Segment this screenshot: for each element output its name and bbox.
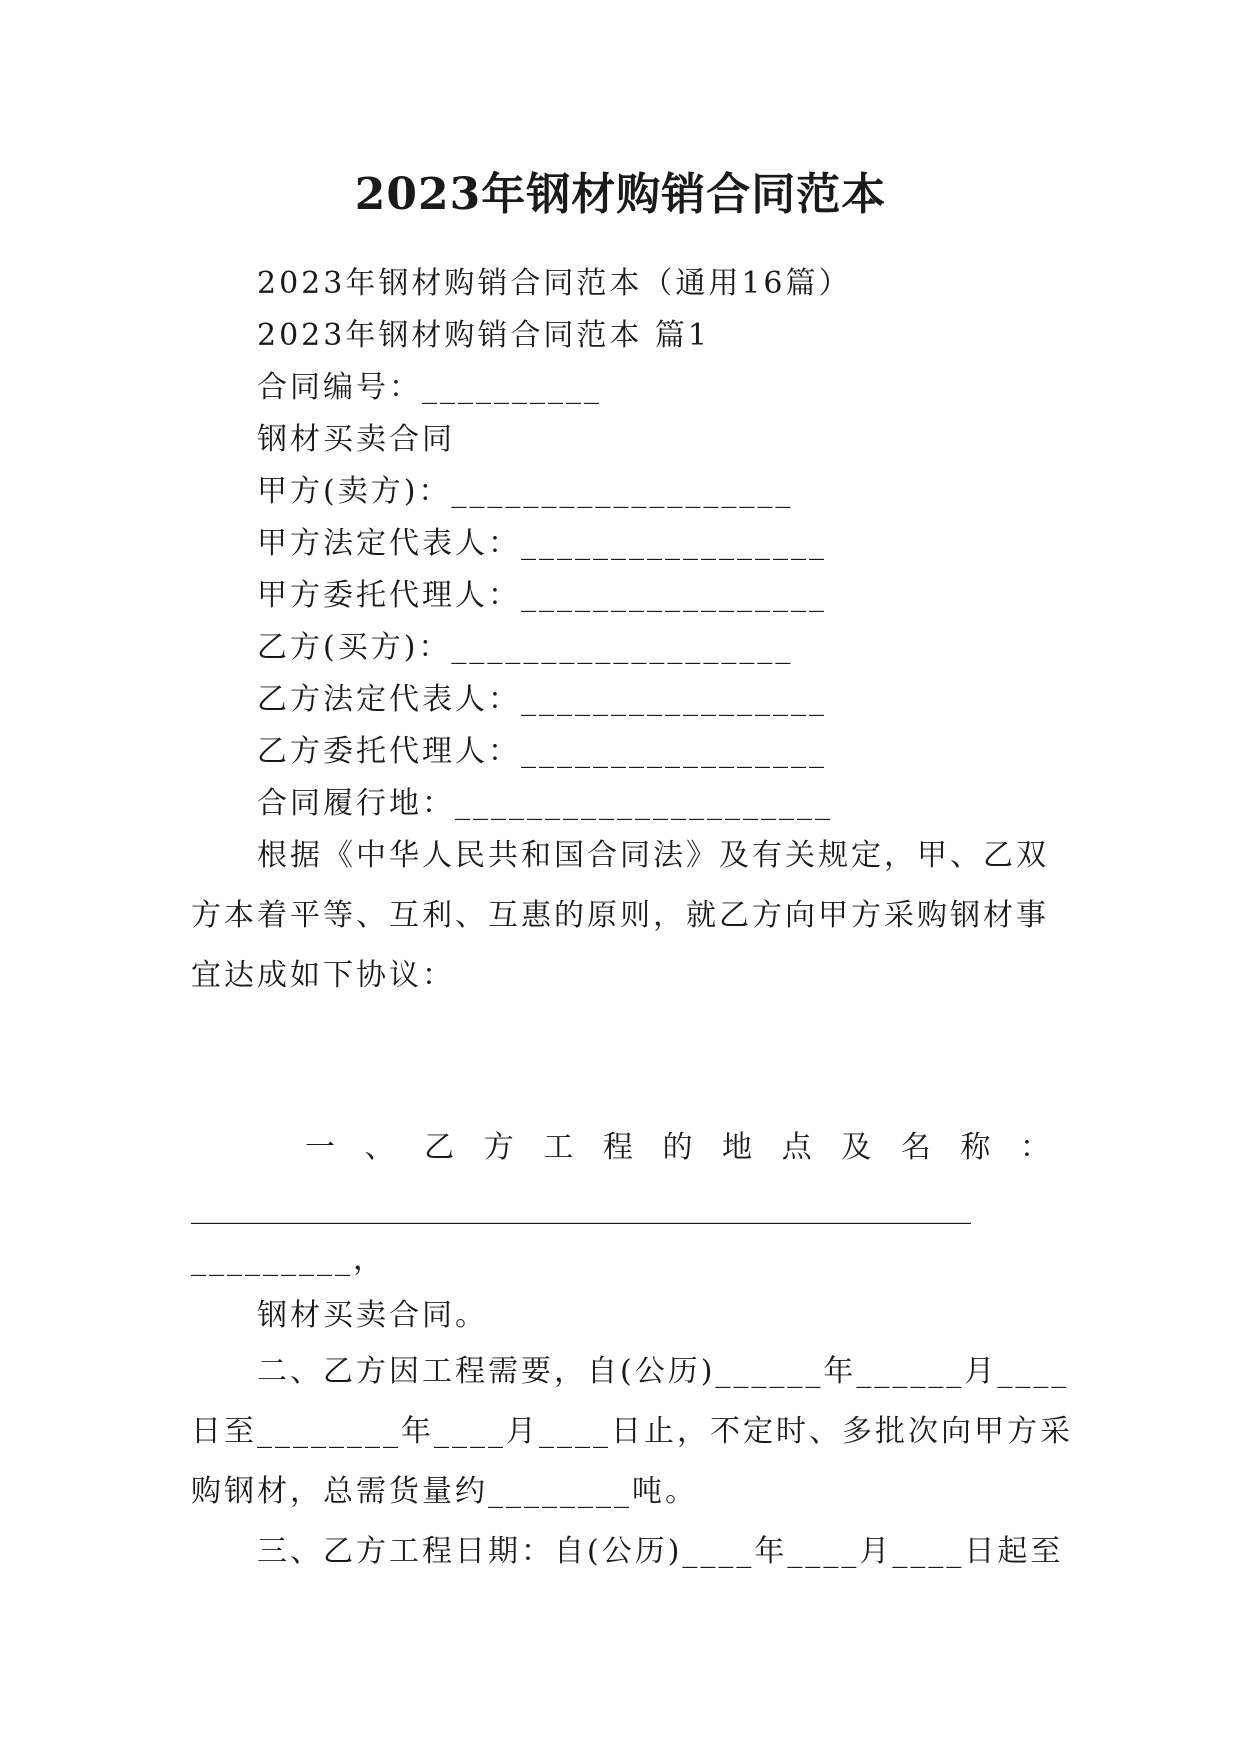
item-2-line: 二、乙方因工程需要，自(公历)______年______月____ [257,1354,1070,1389]
performance-place-line: 合同履行地：_____________________ [257,786,833,821]
heading-char: 的 [662,1130,693,1165]
document-title: 2023年钢材购销合同范本 [354,169,887,220]
heading-char: ： [1019,1130,1050,1165]
item-2-line: 日至________年____月____日止，不定时、多批次向甲方采 [191,1414,1073,1449]
heading-char: 名 [900,1130,931,1165]
item-1-tail: 钢材买卖合同。 [257,1298,488,1333]
blank-short-line: _________， [191,1242,386,1277]
paragraph-line: 方本着平等、互利、互惠的原则，就乙方向甲方采购钢材事 [191,898,1049,933]
item-2-line: 购钢材，总需货量约________吨。 [191,1474,698,1509]
paragraph-line: 根据《中华人民共和国合同法》及有关规定，甲、乙双 [257,838,1049,873]
item-3-line: 三、乙方工程日期：自(公历)____年____月____日起至 [257,1534,1064,1569]
party-b-agent-line: 乙方委托代理人：_________________ [257,734,827,769]
heading-char: 称 [960,1130,991,1165]
section-heading: 2023年钢材购销合同范本 篇1 [257,318,710,353]
party-a-seller-line: 甲方(卖方)：___________________ [257,474,794,509]
contract-number-line: 合同编号：__________ [257,370,602,405]
heading-char: 、 [364,1130,395,1165]
document-subtitle: 2023年钢材购销合同范本（通用16篇） [257,266,852,301]
party-b-legal-rep-line: 乙方法定代表人：_________________ [257,682,827,717]
party-a-agent-line: 甲方委托代理人：_________________ [257,578,827,613]
heading-char: 一 [305,1130,335,1165]
heading-char: 及 [841,1130,872,1165]
heading-char: 点 [781,1130,812,1165]
heading-char: 程 [602,1130,633,1165]
contract-name-line: 钢材买卖合同 [257,422,455,457]
item-1-heading [305,1128,1050,1168]
party-a-legal-rep-line: 甲方法定代表人：_________________ [257,526,827,561]
paragraph-line: 宜达成如下协议： [191,958,455,993]
blank-long-line: ____________________________________________________ [191,1190,971,1225]
party-b-buyer-line: 乙方(买方)：___________________ [257,630,794,665]
heading-char: 乙 [424,1130,455,1165]
heading-char: 工 [543,1130,574,1165]
heading-char: 方 [483,1130,514,1165]
heading-char: 地 [722,1130,753,1165]
